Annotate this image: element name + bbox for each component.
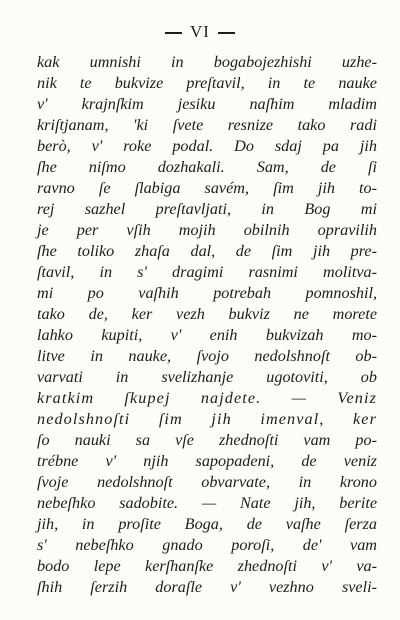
text-line: kak umnishi in bogabojezhishi uzhe- (37, 53, 377, 71)
header-dash-left (165, 32, 182, 34)
text-line: s' nebeſhko gnado poroſi, de' vam (37, 536, 377, 554)
text-line: je per vſih mojih obilnih opravilih (37, 221, 377, 239)
text-line: bodo lepe kerſhanſke zhednoſti v' va- (37, 557, 377, 575)
text-line: ſvoje nedolshnoſt obvarvate, in krono (37, 473, 377, 491)
text-line: ſhe niſmo dozhakali. Sam, de ſi (37, 158, 377, 176)
text-line: nedolshnoſti ſim jih imenval, ker (37, 410, 377, 428)
text-line: varvati in svelizhanje ugotoviti, ob (37, 368, 377, 386)
text-line: kriſtjanam, 'ki ſvete resnize tako radi (37, 116, 377, 134)
text-line: mi po vaſhih potrebah pomnoshil, (37, 284, 377, 302)
body-text (37, 52, 377, 598)
text-line: v' krajnſkim jesiku naſhim mladim (37, 95, 377, 113)
text-line: rej sazhel preſtavljati, in Bog mi (37, 200, 377, 218)
text-line: lahko kupiti, v' enih bukvizah mo- (37, 326, 377, 344)
text-line: berò, v' roke podal. Do sdaj pa jih (37, 137, 377, 155)
page-header (0, 22, 400, 46)
text-line: litve in nauke, ſvojo nedolshnoſt ob- (37, 347, 377, 365)
text-line: nik te bukvize preſtavil, in te nauke (37, 74, 377, 92)
text-line: ravno ſe ſlabiga savém, ſim jih to- (37, 179, 377, 197)
text-line: tako de, ker vezh bukviz ne morete (37, 305, 377, 323)
text-line: ſtavil, in s' dragimi rasnimi molitva- (37, 263, 377, 281)
text-line: nebeſhko sadobite. — Nate jih, berite (37, 494, 377, 512)
text-line: trébne v' njih sapopadeni, de veniz (37, 452, 377, 470)
header-dash-right (218, 32, 235, 34)
text-line: ſo nauki sa vſe zhednoſti vam po- (37, 431, 377, 449)
text-line: jih, in proſite Boga, de vaſhe ſerza (37, 515, 377, 533)
text-line: ſhe toliko zhaſa dal, de ſim jih pre- (37, 242, 377, 260)
text-line: ſhih ſerzih doraſle v' vezhno sveli- (37, 578, 377, 596)
text-line: kratkim ſkupej najdete. — Veniz (37, 389, 377, 407)
page-number: VI (190, 22, 210, 41)
